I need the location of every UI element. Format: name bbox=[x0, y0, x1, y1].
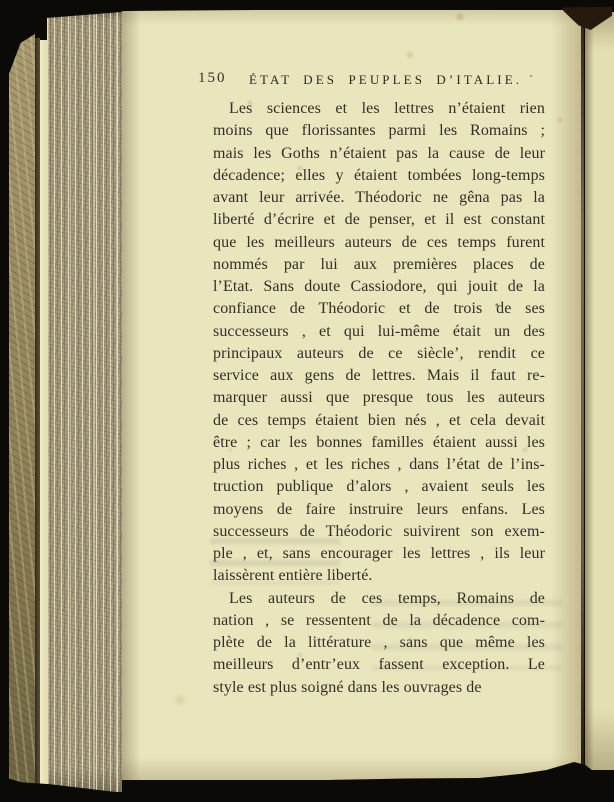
text-line: moyens de faire instruire leurs enfans. Les bbox=[213, 500, 545, 518]
text-line: moins que florissantes parmi les Romains ; bbox=[213, 122, 545, 140]
text-line: style est plus soigné dans les ouvrages de bbox=[213, 678, 482, 696]
text-line: que les meilleurs auteurs de ces temps furent bbox=[213, 233, 545, 251]
text-block bbox=[198, 66, 545, 699]
text-line: successeurs , et qui lui-même était un des bbox=[213, 322, 545, 340]
text-line: principaux auteurs de ce siècle’, rendit ce bbox=[213, 344, 545, 362]
body-text bbox=[213, 98, 545, 699]
text-line: laissèrent entière liberté. bbox=[213, 567, 373, 585]
text-line: nation , se ressentent de la décadence com- bbox=[213, 611, 545, 629]
text-line: Les auteurs de ces temps, Romains de bbox=[229, 589, 545, 607]
text-line: liberté d’écrire et de penser, et il est constant bbox=[213, 211, 545, 229]
text-line: successeurs de Théodoric suivirent son exem- bbox=[213, 522, 545, 540]
text-line: décadence; elles y étaient tombées long-temps bbox=[213, 166, 545, 184]
gutter-crease bbox=[581, 13, 584, 769]
page-header bbox=[198, 66, 545, 98]
text-line: mais les Goths n’étaient pas la cause de leur bbox=[213, 144, 545, 162]
text-line: truction publique d’alors , avaient seuls les bbox=[213, 478, 545, 496]
running-title: ÉTAT DES PEUPLES D’ITALIE. bbox=[249, 72, 523, 87]
book-page bbox=[122, 10, 583, 780]
paragraph bbox=[213, 98, 545, 588]
text-line: confiance de Théodoric et de trois de ses bbox=[213, 300, 545, 318]
text-line: plète de la littérature , sans que même les bbox=[213, 634, 545, 651]
text-line: marquer aussi que presque tous les auteurs bbox=[213, 389, 545, 407]
endpaper-edge bbox=[40, 40, 47, 790]
text-line: meilleurs d’entr’eux fassent exception. Le bbox=[213, 656, 545, 674]
page-number: 150 bbox=[198, 70, 227, 86]
text-line: l’Etat. Sans doute Cassiodore, qui jouit de la bbox=[213, 278, 545, 295]
text-line: nommés par lui aux premières places de bbox=[213, 255, 545, 273]
text-line: de ces temps étaient bien nés , et cela devait bbox=[213, 411, 545, 429]
book-cover-edge bbox=[9, 34, 35, 786]
text-line: être ; car les bonnes familles étaient aussi les bbox=[213, 433, 545, 451]
text-line: service aux gens de lettres. Mais il faut re- bbox=[213, 367, 545, 384]
text-line: ple , et, sans encourager les lettres , ils leur bbox=[213, 545, 545, 562]
paragraph bbox=[213, 588, 545, 699]
text-line: plus riches , et les riches , dans l’état de l’ins- bbox=[213, 456, 545, 473]
text-line: avant leur arrivée. Théodoric ne gêna pas la bbox=[213, 189, 545, 206]
facing-page-sliver bbox=[585, 12, 614, 770]
page-fore-edges bbox=[47, 12, 122, 792]
text-line: Les sciences et les lettres n’étaient rien bbox=[229, 100, 545, 117]
